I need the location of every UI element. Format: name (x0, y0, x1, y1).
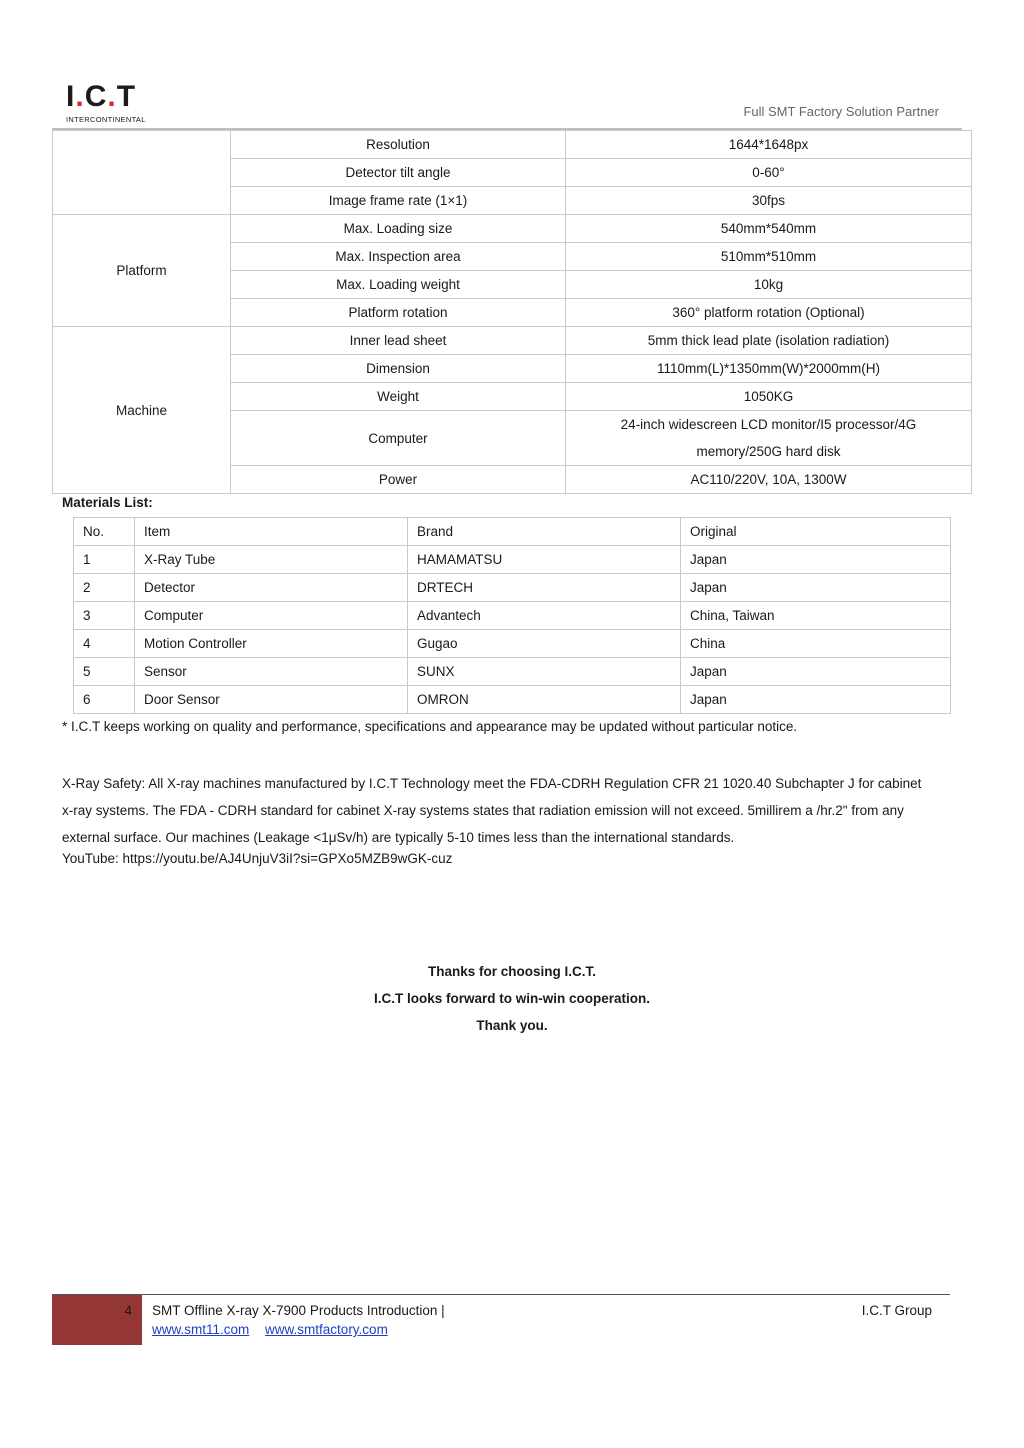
company-logo (66, 82, 158, 124)
param-cell: Max. Loading size (231, 215, 566, 243)
cell: Japan (681, 546, 951, 574)
cell: 1 (74, 546, 135, 574)
materials-title: Materials List: (62, 495, 153, 510)
footer-link-smtfactory[interactable]: www.smtfactory.com (265, 1322, 388, 1337)
footer-links (152, 1322, 400, 1337)
param-cell: Resolution (231, 131, 566, 159)
value-cell: 5mm thick lead plate (isolation radiation) (566, 327, 972, 355)
header-cell: Brand (408, 518, 681, 546)
cell: China, Taiwan (681, 602, 951, 630)
cell: HAMAMATSU (408, 546, 681, 574)
table-row (53, 131, 972, 159)
header-cell: No. (74, 518, 135, 546)
cell: Japan (681, 574, 951, 602)
table-row (74, 658, 951, 686)
value-line: memory/250G hard disk (696, 444, 841, 459)
param-cell: Detector tilt angle (231, 159, 566, 187)
table-row (53, 327, 972, 355)
disclaimer-note: * I.C.T keeps working on quality and performance, specifications and appearance may be updated without particular notice. (62, 719, 798, 734)
group-cell-platform: Platform (53, 215, 231, 327)
value-cell: AC110/220V, 10A, 1300W (566, 466, 972, 494)
cell: Door Sensor (135, 686, 408, 714)
materials-table (73, 517, 951, 714)
cell: Motion Controller (135, 630, 408, 658)
value-cell: 540mm*540mm (566, 215, 972, 243)
cell: 5 (74, 658, 135, 686)
xray-safety-paragraph (62, 770, 962, 851)
closing-line: I.C.T looks forward to win-win cooperation. (373, 991, 650, 1006)
cell: Gugao (408, 630, 681, 658)
header-tagline: Full SMT Factory Solution Partner (743, 104, 939, 119)
param-cell: Dimension (231, 355, 566, 383)
group-cell-machine: Machine (53, 327, 231, 494)
param-cell: Image frame rate (1×1) (231, 187, 566, 215)
value-cell: 360° platform rotation (Optional) (566, 299, 972, 327)
table-row (74, 574, 951, 602)
footer-divider (52, 1294, 950, 1295)
header-cell: Original (681, 518, 951, 546)
value-cell: 10kg (566, 271, 972, 299)
paragraph-line: X-Ray Safety: All X-ray machines manufactured by I.C.T Technology meet the FDA-CDRH Regulation CFR 21 1020.40 Subchapter J for cabinet (62, 776, 922, 791)
value-cell: 1644*1648px (566, 131, 972, 159)
cell: OMRON (408, 686, 681, 714)
param-cell: Max. Inspection area (231, 243, 566, 271)
footer-group: I.C.T Group (861, 1303, 932, 1318)
table-row (74, 602, 951, 630)
closing-message (0, 958, 1024, 1039)
cell: SUNX (408, 658, 681, 686)
logo-subtext: INTERCONTINENTAL (66, 115, 146, 124)
footer-link-smt11[interactable]: www.smt11.com (152, 1322, 250, 1337)
table-row (53, 215, 972, 243)
cell: 3 (74, 602, 135, 630)
param-cell: Inner lead sheet (231, 327, 566, 355)
cell: Advantech (408, 602, 681, 630)
table-row (74, 630, 951, 658)
spec-table (52, 130, 972, 494)
cell: DRTECH (408, 574, 681, 602)
value-cell: 510mm*510mm (566, 243, 972, 271)
param-cell: Max. Loading weight (231, 271, 566, 299)
value-cell: 0-60° (566, 159, 972, 187)
param-cell: Computer (231, 411, 566, 466)
cell: Sensor (135, 658, 408, 686)
footer-title: SMT Offline X-ray X-7900 Products Introduction | (152, 1303, 445, 1318)
closing-line: Thanks for choosing I.C.T. (427, 964, 596, 979)
value-cell: 30fps (566, 187, 972, 215)
cell: Computer (135, 602, 408, 630)
param-cell: Weight (231, 383, 566, 411)
youtube-link-text: YouTube: https://youtu.be/AJ4UnjuV3iI?si=GPXo5MZB9wGK-cuz (62, 851, 453, 866)
paragraph-line: external surface. Our machines (Leakage <1μSv/h) are typically 5-10 times less than the international standards. (62, 830, 735, 845)
value-line: 24-inch widescreen LCD monitor/I5 processor/4G (620, 417, 917, 432)
group-cell (53, 131, 231, 215)
page-number: 4 (124, 1303, 132, 1318)
param-cell: Power (231, 466, 566, 494)
value-cell (566, 411, 972, 466)
cell: Detector (135, 574, 408, 602)
cell: China (681, 630, 951, 658)
paragraph-line: x-ray systems. The FDA - CDRH standard for cabinet X-ray systems states that radiation emission will not exceed. 5millirem a /hr.2" from any (62, 803, 904, 818)
cell: X-Ray Tube (135, 546, 408, 574)
table-header-row (74, 518, 951, 546)
cell: Japan (681, 686, 951, 714)
header-cell: Item (135, 518, 408, 546)
table-row (74, 686, 951, 714)
param-cell: Platform rotation (231, 299, 566, 327)
value-cell: 1050KG (566, 383, 972, 411)
table-row (74, 546, 951, 574)
cell: 2 (74, 574, 135, 602)
logo-letters: I.C.T (66, 80, 137, 113)
closing-line: Thank you. (476, 1018, 548, 1033)
cell: 4 (74, 630, 135, 658)
value-cell: 1110mm(L)*1350mm(W)*2000mm(H) (566, 355, 972, 383)
cell: Japan (681, 658, 951, 686)
cell: 6 (74, 686, 135, 714)
